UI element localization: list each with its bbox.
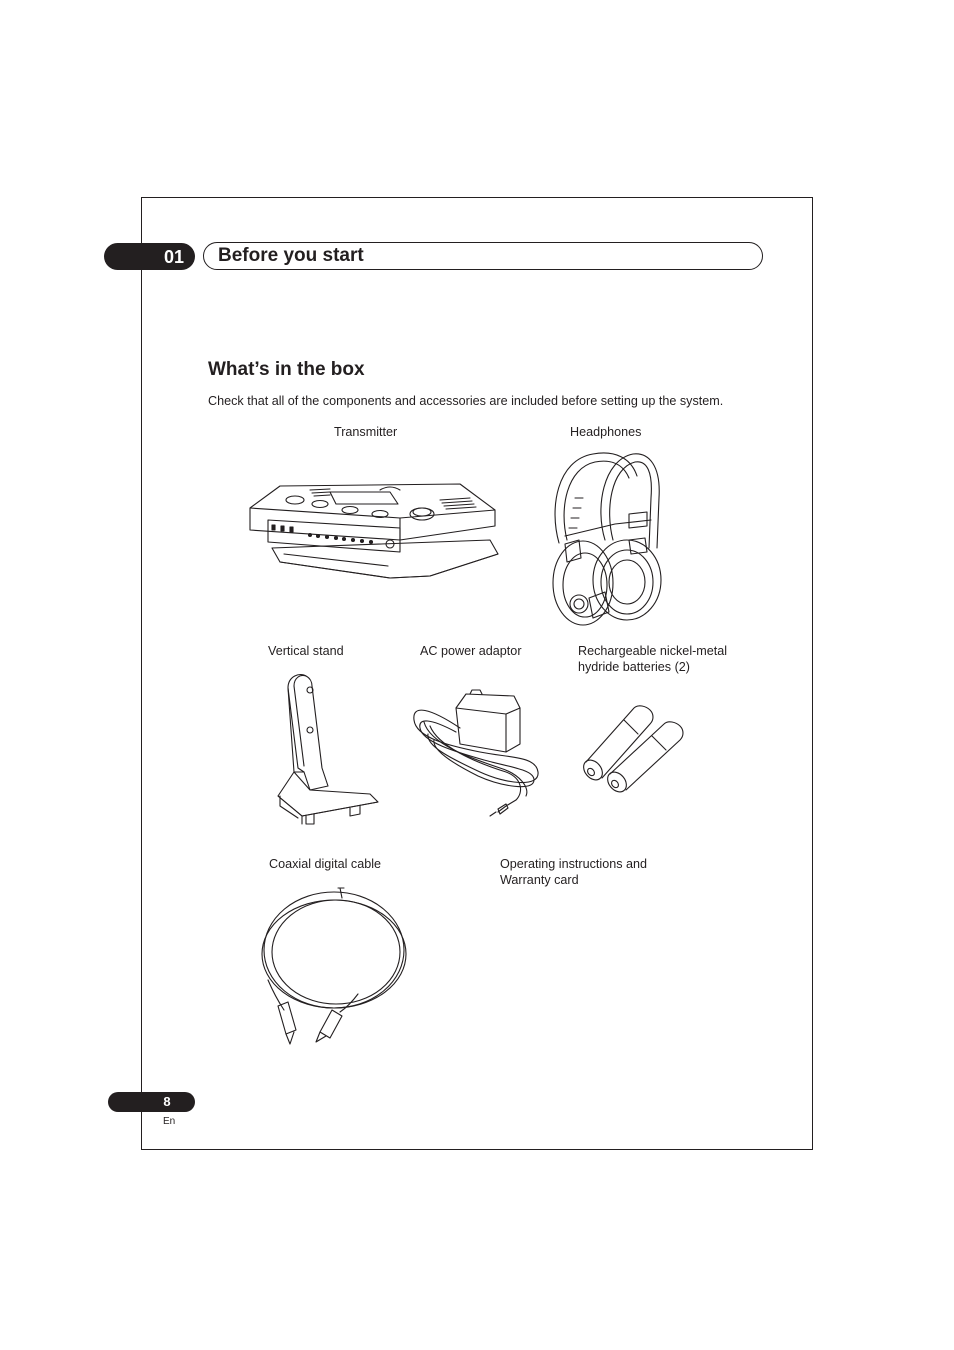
- batteries-label-line2: hydride batteries (2): [578, 660, 690, 674]
- headphones-illustration: [545, 448, 675, 633]
- transmitter-illustration: [240, 470, 510, 585]
- instructions-label-line2: Warranty card: [500, 873, 579, 887]
- transmitter-label: Transmitter: [334, 425, 398, 439]
- chapter-number: 01: [163, 247, 185, 267]
- batteries-illustration: [580, 700, 695, 795]
- section-heading: What’s in the box: [208, 359, 365, 380]
- intro-text: Check that all of the components and accessories are included before setting up the system.: [208, 394, 724, 408]
- vertical-stand-illustration: [270, 668, 385, 833]
- batteries-label-line1: Rechargeable nickel-metal: [578, 644, 728, 658]
- instructions-label-line1: Operating instructions and: [500, 857, 648, 871]
- page-frame: [141, 197, 813, 1150]
- page-number: 8: [163, 1094, 171, 1109]
- ac-adaptor-label: AC power adaptor: [420, 644, 522, 658]
- headphones-label: Headphones: [570, 425, 642, 439]
- chapter-title: Before you start: [218, 245, 364, 266]
- ac-adaptor-illustration: [410, 688, 545, 823]
- language-code: En: [163, 1116, 176, 1127]
- coaxial-cable-illustration: [258, 884, 413, 1049]
- coaxial-cable-label: Coaxial digital cable: [269, 857, 382, 871]
- vertical-stand-label: Vertical stand: [268, 644, 344, 658]
